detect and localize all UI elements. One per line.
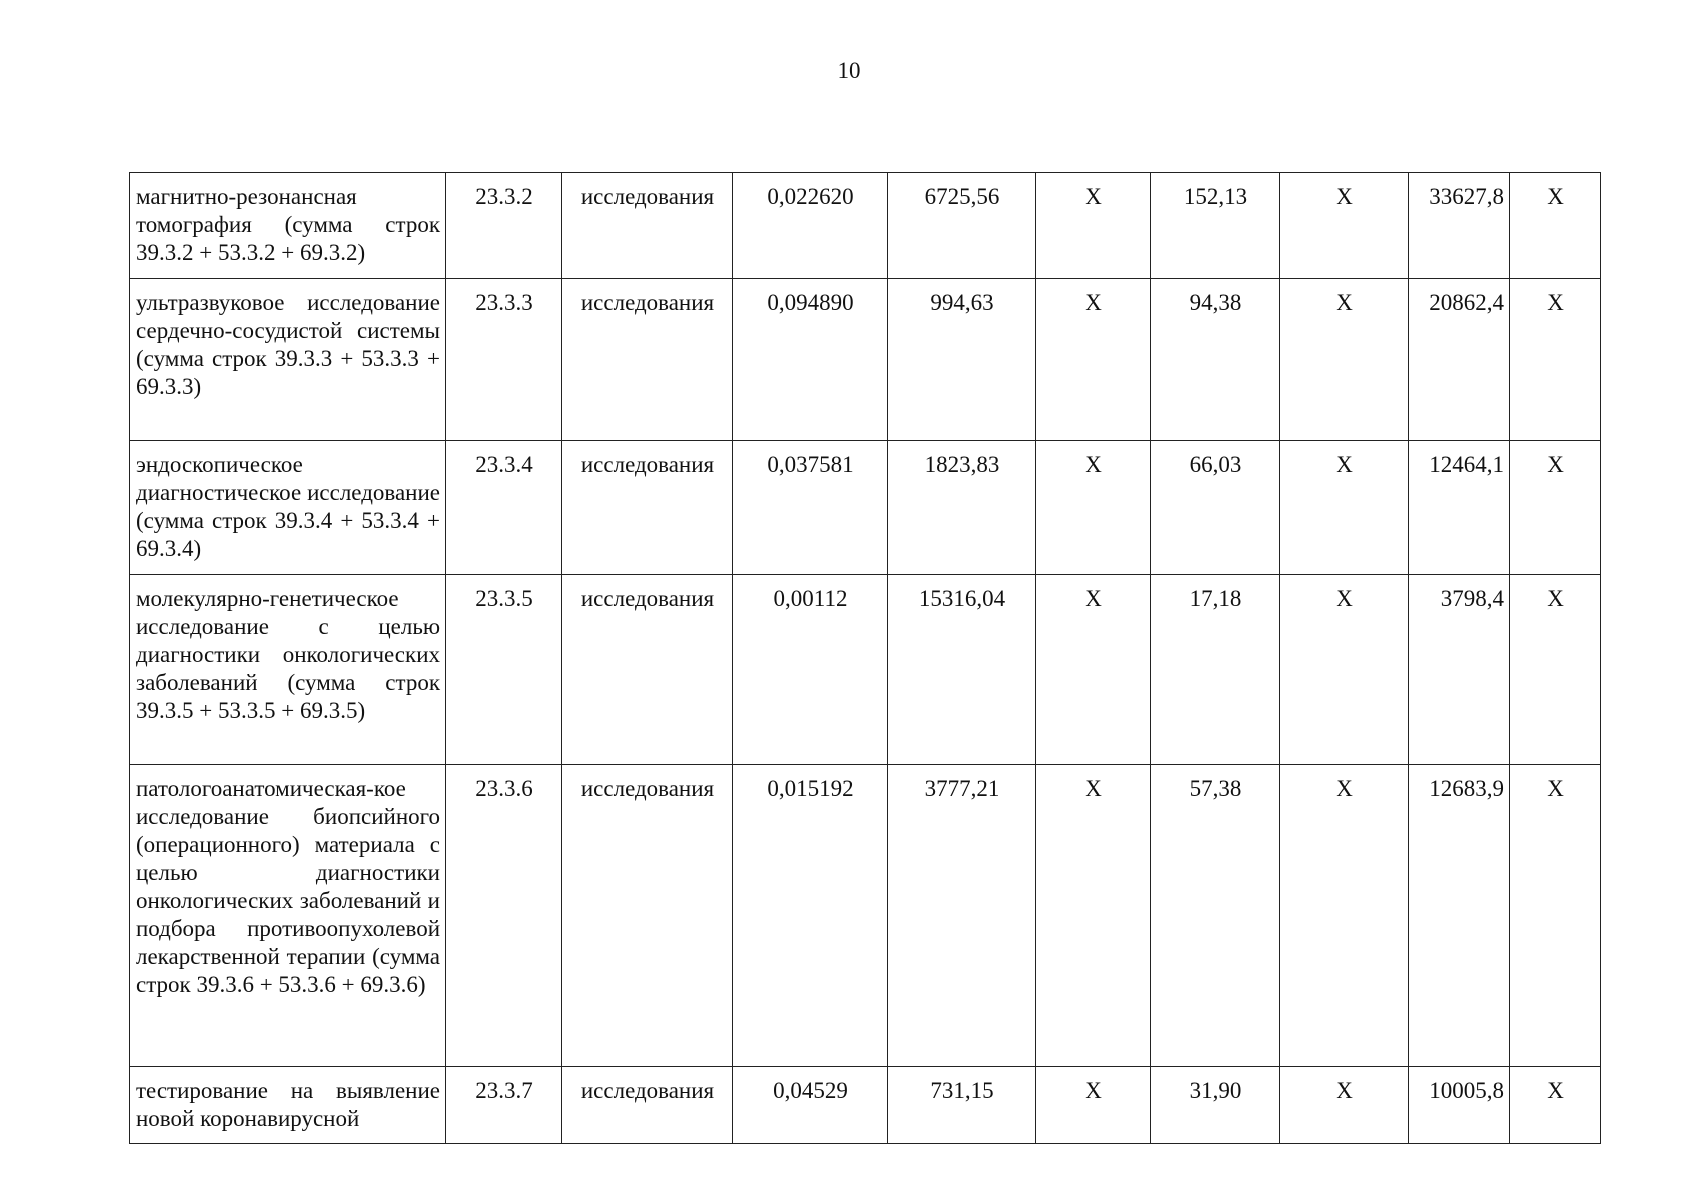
- x-cell: X: [1280, 575, 1409, 765]
- x-cell: X: [1036, 173, 1151, 279]
- data-table: [129, 172, 1601, 1144]
- x-cell: X: [1036, 765, 1151, 1067]
- per-capita-cell: 17,18: [1151, 575, 1280, 765]
- unit-cell: исследования: [562, 279, 733, 441]
- table-row: [130, 765, 1601, 1067]
- row-name-cell: эндоскопическое диагностическое исследование (сумма строк 39.3.4 + 53.3.4 + 69.3.4): [130, 441, 446, 575]
- row-number-cell: 23.3.6: [446, 765, 562, 1067]
- x-cell: X: [1510, 765, 1601, 1067]
- per-capita-cell: 152,13: [1151, 173, 1280, 279]
- unit-cell: исследования: [562, 1067, 733, 1144]
- row-name-cell: магнитно-резонансная томография (сумма строк 39.3.2 + 53.3.2 + 69.3.2): [130, 173, 446, 279]
- cost-cell: 1823,83: [888, 441, 1036, 575]
- x-cell: X: [1036, 1067, 1151, 1144]
- table-row: [130, 441, 1601, 575]
- x-cell: X: [1510, 441, 1601, 575]
- row-number-cell: 23.3.4: [446, 441, 562, 575]
- table-row: [130, 279, 1601, 441]
- unit-cell: исследования: [562, 173, 733, 279]
- norm-cell: 0,00112: [733, 575, 888, 765]
- norm-cell: 0,015192: [733, 765, 888, 1067]
- norm-cell: 0,022620: [733, 173, 888, 279]
- total-cell: 12683,9: [1409, 765, 1510, 1067]
- cost-cell: 6725,56: [888, 173, 1036, 279]
- table-row: [130, 575, 1601, 765]
- per-capita-cell: 57,38: [1151, 765, 1280, 1067]
- x-cell: X: [1510, 1067, 1601, 1144]
- x-cell: X: [1510, 173, 1601, 279]
- total-cell: 33627,8: [1409, 173, 1510, 279]
- total-cell: 10005,8: [1409, 1067, 1510, 1144]
- x-cell: X: [1280, 173, 1409, 279]
- norm-cell: 0,094890: [733, 279, 888, 441]
- x-cell: X: [1280, 441, 1409, 575]
- unit-cell: исследования: [562, 441, 733, 575]
- row-name-cell: молекулярно-генетическое исследование с целью диагностики онкологических заболеваний (сумма строк 39.3.5 + 53.3.5 + 69.3.5): [130, 575, 446, 765]
- row-number-cell: 23.3.5: [446, 575, 562, 765]
- norm-cell: 0,037581: [733, 441, 888, 575]
- row-name-cell: ультразвуковое исследование сердечно-сосудистой системы (сумма строк 39.3.3 + 53.3.3 + 69.3.3): [130, 279, 446, 441]
- row-number-cell: 23.3.3: [446, 279, 562, 441]
- table-row: [130, 173, 1601, 279]
- x-cell: X: [1036, 279, 1151, 441]
- cost-cell: 994,63: [888, 279, 1036, 441]
- x-cell: X: [1510, 575, 1601, 765]
- x-cell: X: [1510, 279, 1601, 441]
- total-cell: 12464,1: [1409, 441, 1510, 575]
- total-cell: 20862,4: [1409, 279, 1510, 441]
- norm-cell: 0,04529: [733, 1067, 888, 1144]
- table-row: [130, 1067, 1601, 1144]
- per-capita-cell: 66,03: [1151, 441, 1280, 575]
- row-name-cell: патологоанатомическая-кое исследование биопсийного (операционного) материала с целью диагностики онкологических заболеваний и подбора противоопухолевой лекарственной терапии (сумма строк 39.3.6 + 53.3.6 + 69.3.6): [130, 765, 446, 1067]
- cost-cell: 731,15: [888, 1067, 1036, 1144]
- total-cell: 3798,4: [1409, 575, 1510, 765]
- per-capita-cell: 94,38: [1151, 279, 1280, 441]
- x-cell: X: [1036, 575, 1151, 765]
- page-number: 10: [837, 58, 861, 83]
- x-cell: X: [1280, 1067, 1409, 1144]
- unit-cell: исследования: [562, 575, 733, 765]
- cost-cell: 15316,04: [888, 575, 1036, 765]
- per-capita-cell: 31,90: [1151, 1067, 1280, 1144]
- row-name-cell: тестирование на выявление новой коронавирусной: [130, 1067, 446, 1144]
- x-cell: X: [1280, 279, 1409, 441]
- row-number-cell: 23.3.2: [446, 173, 562, 279]
- row-number-cell: 23.3.7: [446, 1067, 562, 1144]
- x-cell: X: [1280, 765, 1409, 1067]
- cost-cell: 3777,21: [888, 765, 1036, 1067]
- unit-cell: исследования: [562, 765, 733, 1067]
- x-cell: X: [1036, 441, 1151, 575]
